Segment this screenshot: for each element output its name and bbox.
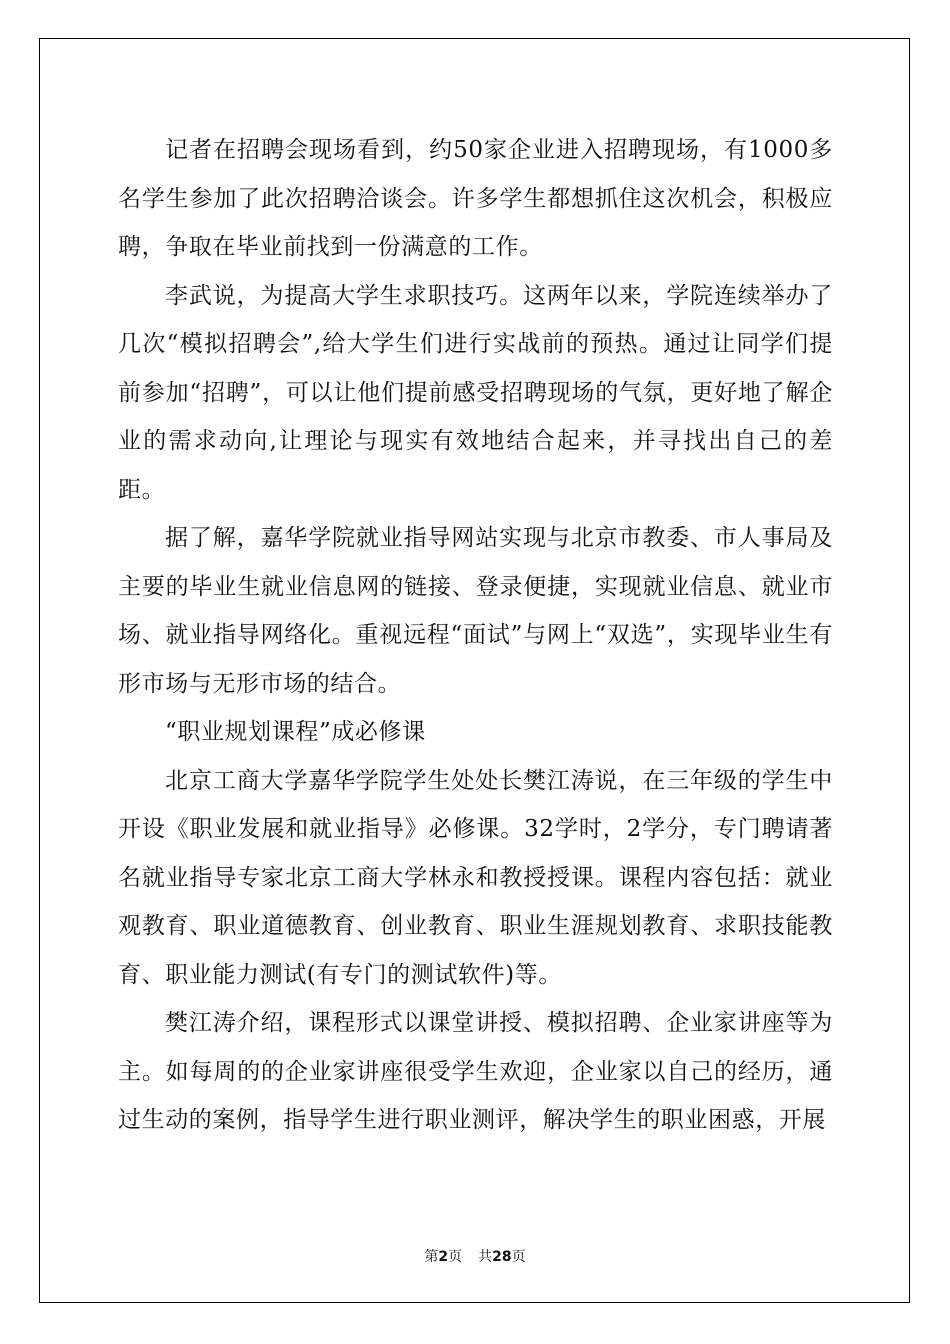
total-pages: 28 <box>492 1249 512 1265</box>
page-footer <box>0 1246 950 1266</box>
section-heading: “职业规划课程”成必修课 <box>165 719 426 745</box>
document-body <box>118 126 833 1145</box>
page-number: 2 <box>438 1249 449 1265</box>
paragraph-5: 樊江涛介绍，课程形式以课堂讲授、模拟招聘、企业家讲座等为主。如每周的的企业家讲座很受学生欢迎，企业家以自己的经历，通过生动的案例，指导学生进行职业测评，解决学生的职业困惑，开展 <box>118 1010 833 1133</box>
paragraph-1: 记者在招聘会现场看到，约50家企业进入招聘现场，有1000多名学生参加了此次招聘洽谈会。许多学生都想抓住这次机会，积极应聘，争取在毕业前找到一份满意的工作。 <box>118 137 833 260</box>
paragraph-4: 北京工商大学嘉华学院学生处处长樊江涛说，在三年级的学生中开设《职业发展和就业指导》必修课。32学时，2学分，专门聘请著名就业指导专家北京工商大学林永和教授授课。课程内容包括：就业观教育、职业道德教育、创业教育、职业生涯规划教育、求职技能教育、职业能力测试(有专门的测试软件)等。 <box>118 767 833 988</box>
page-prefix: 第 <box>424 1249 439 1265</box>
page-suffix: 页 <box>448 1249 463 1265</box>
total-suffix: 页 <box>511 1249 526 1265</box>
paragraph-2: 李武说，为提高大学生求职技巧。这两年以来，学院连续举办了几次“模拟招聘会”,给大学生们进行实战前的预热。通过让同学们提前参加“招聘”，可以让他们提前感受招聘现场的气氛，更好地了解企业的需求动向,让理论与现实有效地结合起来，并寻找出自己的差距。 <box>118 282 833 503</box>
total-prefix: 共 <box>478 1249 493 1265</box>
paragraph-3: 据了解，嘉华学院就业指导网站实现与北京市教委、市人事局及主要的毕业生就业信息网的链接、登录便捷，实现就业信息、就业市场、就业指导网络化。重视远程“面试”与网上“双选”，实现毕业生有形市场与无形市场的结合。 <box>118 525 833 697</box>
